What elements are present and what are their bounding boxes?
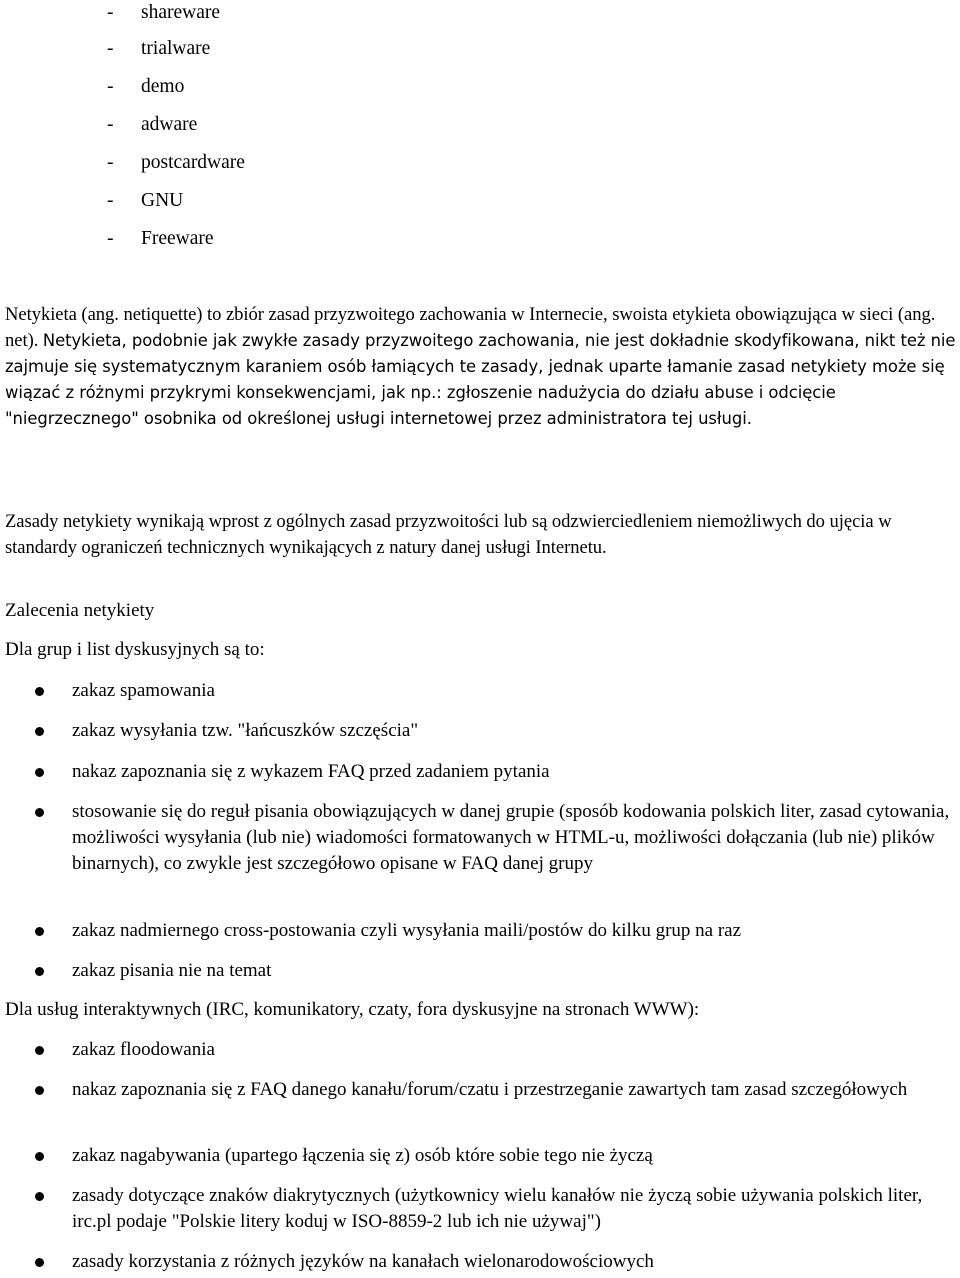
document-page: - shareware - trialware - demo - adware - postcardware - GNU - Freeware Netykieta (ang. netiquette) to zbiór zasad przyzwoitego zachowania w Internecie, swoista etykieta obowiązująca w sieci (ang. net). Netykieta, podobnie jak zwykłe zasady przyzwoitego zachowania, nie jest dokładnie skodyfikowana, nikt też nie zajmuje się systematycznym karaniem osób łamiących te zasady, jednak uparte łamanie zasad netykiety może się wiązać z różnymi przykrymi konsekwencjami, jak np.: zgłoszenie nadużycia do działu abuse i odcięcie "niegrzecznego" osobnika od określonej usługi internetowej przez administratora tej usługi. Zasady netykiety wynikają wprost z ogólnych zasad przyzwoitości lub są odzwierciedleniem niemożliwych do ujęcia w standardy ograniczeń technicznych wynikających z natury danej usługi Internetu. Zalecenia netykiety Dla grup i list dyskusyjnych są to: zakaz spamowania zakaz wysyłania tzw. "łańcuszków szczęścia" nakaz zapoznania się z wykazem FAQ przed zadaniem pytania stosowanie się do reguł pisania obowiązujących w danej grupie (sposób kodowania polskich liter, zasad cytowania, możliwości wysyłania (lub nie) wiadomości formatowanych w HTML-u, możliwości dołączania (lub nie) plików binarnych), co zwykle jest szczegółowo opisane w FAQ danej grupy zakaz nadmiernego cross-postowania czyli wysyłania maili/postów do kilku grup na raz zakaz pisania nie na temat Dla usług interaktywnych (IRC, komunikatory, czaty, fora dyskusyjne na stronach WWW): zakaz floodowania nakaz zapoznania się z FAQ danego kanału/forum/czatu i przestrzeganie zawartych tam zasad szczegółowych zakaz nagabywania (upartego łączenia się z) osób które sobie tego nie życzą zasady dotyczące znaków diakrytycznych (użytkownicy wielu kanałów nie życzą sobie używania polskich liter, irc.pl podaje "Polskie litery koduj w ISO-8859-2 lub ich nie używaj") zasady korzystania z różnych języków na kanałach wielonarodowościowych xyxy=(0,0,960,1278)
groups-heading: Dla grup i list dyskusyjnych są to: xyxy=(5,639,265,660)
bullet-icon xyxy=(35,1152,44,1161)
interactive-heading: Dla usług interaktywnych (IRC, komunikatory, czaty, fora dyskusyjne na stronach WWW): xyxy=(5,999,700,1020)
dash-marker: - xyxy=(107,2,114,23)
bullet-icon xyxy=(35,687,44,696)
dash-marker: - xyxy=(107,76,114,97)
dash-marker: - xyxy=(107,152,114,173)
bullet-icon xyxy=(35,808,44,817)
bullet-icon xyxy=(35,927,44,936)
dash-marker: - xyxy=(107,38,114,59)
bullet-icon xyxy=(35,1046,44,1055)
zalecenia-heading: Zalecenia netykiety xyxy=(5,600,155,621)
netykieta-definition: Netykieta (ang. netiquette) to zbiór zasad przyzwoitego zachowania w Internecie, swoista etykieta obowiązująca w sieci (ang. net). xyxy=(5,304,936,351)
dash-marker: - xyxy=(107,114,114,135)
bullet-icon xyxy=(35,1258,44,1267)
netykieta-consequence: : zgłoszenie nadużycia do działu abuse i odcięcie "niegrzecznego" osobnika od określonej usługi internetowej przez administratora tej usługi. xyxy=(5,383,836,428)
bullet-icon xyxy=(35,727,44,736)
bullet-icon xyxy=(35,967,44,976)
zasady-paragraph: Zasady netykiety wynikają wprost z ogólnych zasad przyzwoitości lub są odzwierciedleniem niemożliwych do ujęcia w standardy ograniczeń technicznych wynikających z natury danej usługi Internetu. xyxy=(5,511,892,558)
bullet-icon xyxy=(35,1192,44,1201)
bullet-icon xyxy=(35,1086,44,1095)
netykieta-paragraph xyxy=(5,302,958,432)
dash-marker: - xyxy=(107,190,114,211)
dash-marker: - xyxy=(107,228,114,249)
bullet-icon xyxy=(35,768,44,777)
netykieta-description: Netykieta, podobnie jak zwykłe zasady przyzwoitego zachowania, nie jest dokładnie skodyfikowana, nikt też nie zajmuje się systematycznym karaniem osób łamiących te zasady, jednak uparte łamanie zasad netykiety może się wiązać z różnymi przykrymi konsekwencjami, jak np. xyxy=(5,331,956,402)
